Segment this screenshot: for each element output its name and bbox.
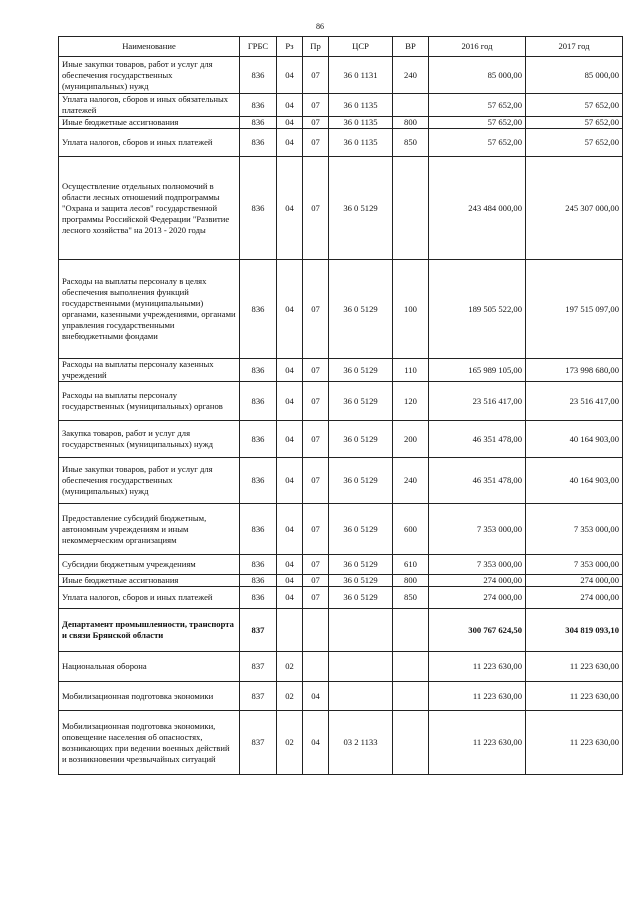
- cell-rz: 04: [277, 421, 303, 458]
- cell-vr: 800: [393, 575, 429, 587]
- cell-rz: 04: [277, 359, 303, 382]
- table-row: [59, 504, 623, 555]
- table-row: [59, 359, 623, 382]
- cell-2017: 11 223 630,00: [526, 652, 623, 682]
- cell-csr: 36 0 5129: [329, 575, 393, 587]
- cell-csr: [329, 652, 393, 682]
- cell-2017: 7 353 000,00: [526, 504, 623, 555]
- cell-pr: 07: [303, 458, 329, 504]
- cell-name: Уплата налогов, сборов и иных обязательных платежей: [59, 94, 240, 117]
- cell-name: Национальная оборона: [59, 652, 240, 682]
- cell-grbs: 837: [240, 652, 277, 682]
- cell-rz: 02: [277, 652, 303, 682]
- cell-csr: 36 0 5129: [329, 260, 393, 359]
- cell-grbs: 836: [240, 359, 277, 382]
- cell-pr: 04: [303, 682, 329, 711]
- col-header-2017: 2017 год: [526, 37, 623, 57]
- table-row: [59, 129, 623, 157]
- cell-2017: 11 223 630,00: [526, 711, 623, 775]
- col-header-name: Наименование: [59, 37, 240, 57]
- cell-grbs: 836: [240, 555, 277, 575]
- cell-rz: 02: [277, 711, 303, 775]
- cell-2017: 23 516 417,00: [526, 382, 623, 421]
- cell-pr: 07: [303, 57, 329, 94]
- table-row: [59, 458, 623, 504]
- cell-2016: 300 767 624,50: [429, 609, 526, 652]
- cell-grbs: 837: [240, 609, 277, 652]
- cell-2016: 85 000,00: [429, 57, 526, 94]
- table-row: [59, 652, 623, 682]
- cell-vr: [393, 711, 429, 775]
- cell-pr: [303, 652, 329, 682]
- cell-name: Закупка товаров, работ и услуг для государственных (муниципальных) нужд: [59, 421, 240, 458]
- cell-vr: 240: [393, 57, 429, 94]
- cell-name: Расходы на выплаты персоналу в целях обеспечения выполнения функций государственными (муниципальными) органами, казенными учреждениями, органами управления государственными внебюджетными фондами: [59, 260, 240, 359]
- cell-name: Департамент промышленности, транспорта и связи Брянской области: [59, 609, 240, 652]
- cell-vr: [393, 609, 429, 652]
- table-row: [59, 57, 623, 94]
- cell-2016: 57 652,00: [429, 129, 526, 157]
- cell-vr: 850: [393, 587, 429, 609]
- col-header-rz: Рз: [277, 37, 303, 57]
- cell-rz: 04: [277, 587, 303, 609]
- cell-rz: 04: [277, 382, 303, 421]
- cell-name: Предоставление субсидий бюджетным, автономным учреждениям и иным некоммерческим организациям: [59, 504, 240, 555]
- cell-csr: 36 0 5129: [329, 587, 393, 609]
- cell-grbs: 837: [240, 711, 277, 775]
- page-number: 86: [316, 22, 324, 31]
- cell-name: Субсидии бюджетным учреждениям: [59, 555, 240, 575]
- cell-2016: 23 516 417,00: [429, 382, 526, 421]
- cell-name: Расходы на выплаты персоналу государственных (муниципальных) органов: [59, 382, 240, 421]
- cell-csr: 36 0 5129: [329, 421, 393, 458]
- cell-2016: 7 353 000,00: [429, 555, 526, 575]
- table-row: [59, 555, 623, 575]
- cell-2017: 40 164 903,00: [526, 458, 623, 504]
- cell-pr: [303, 609, 329, 652]
- cell-grbs: 836: [240, 94, 277, 117]
- cell-name: Иные бюджетные ассигнования: [59, 117, 240, 129]
- cell-rz: 04: [277, 57, 303, 94]
- cell-grbs: 836: [240, 382, 277, 421]
- col-header-pr: Пр: [303, 37, 329, 57]
- cell-csr: 03 2 1133: [329, 711, 393, 775]
- cell-grbs: 836: [240, 157, 277, 260]
- col-header-grbs: ГРБС: [240, 37, 277, 57]
- cell-2017: 245 307 000,00: [526, 157, 623, 260]
- cell-rz: 04: [277, 575, 303, 587]
- cell-2017: 173 998 680,00: [526, 359, 623, 382]
- cell-grbs: 836: [240, 504, 277, 555]
- cell-name: Уплата налогов, сборов и иных платежей: [59, 587, 240, 609]
- cell-rz: [277, 609, 303, 652]
- cell-pr: 07: [303, 575, 329, 587]
- cell-grbs: 836: [240, 260, 277, 359]
- cell-pr: 07: [303, 117, 329, 129]
- col-header-csr: ЦСР: [329, 37, 393, 57]
- cell-grbs: 836: [240, 129, 277, 157]
- cell-pr: 07: [303, 157, 329, 260]
- cell-name: Мобилизационная подготовка экономики, оповещение населения об опасностях, возникающих при ведении военных действий и возникновении чрезвычайных ситуаций: [59, 711, 240, 775]
- cell-pr: 07: [303, 94, 329, 117]
- cell-pr: 07: [303, 359, 329, 382]
- cell-pr: 07: [303, 260, 329, 359]
- cell-pr: 07: [303, 421, 329, 458]
- cell-2016: 189 505 522,00: [429, 260, 526, 359]
- cell-pr: 07: [303, 587, 329, 609]
- cell-2017: 7 353 000,00: [526, 555, 623, 575]
- cell-2017: 197 515 097,00: [526, 260, 623, 359]
- cell-vr: [393, 94, 429, 117]
- cell-grbs: 836: [240, 575, 277, 587]
- cell-pr: 07: [303, 382, 329, 421]
- cell-name: Иные закупки товаров, работ и услуг для обеспечения государственных (муниципальных) нужд: [59, 57, 240, 94]
- cell-name: Мобилизационная подготовка экономики: [59, 682, 240, 711]
- table-row: [59, 421, 623, 458]
- cell-2017: 57 652,00: [526, 129, 623, 157]
- cell-pr: 07: [303, 504, 329, 555]
- table-row: [59, 575, 623, 587]
- cell-vr: 610: [393, 555, 429, 575]
- cell-rz: 04: [277, 94, 303, 117]
- cell-pr: 07: [303, 555, 329, 575]
- cell-csr: 36 0 5129: [329, 382, 393, 421]
- cell-vr: 120: [393, 382, 429, 421]
- cell-2017: 57 652,00: [526, 117, 623, 129]
- cell-pr: 04: [303, 711, 329, 775]
- table-row: [59, 157, 623, 260]
- cell-2017: 304 819 093,10: [526, 609, 623, 652]
- cell-rz: 04: [277, 117, 303, 129]
- cell-vr: [393, 157, 429, 260]
- cell-grbs: 836: [240, 421, 277, 458]
- cell-csr: 36 0 1135: [329, 129, 393, 157]
- cell-2016: 243 484 000,00: [429, 157, 526, 260]
- cell-name: Иные бюджетные ассигнования: [59, 575, 240, 587]
- col-header-vr: ВР: [393, 37, 429, 57]
- cell-grbs: 836: [240, 57, 277, 94]
- cell-csr: 36 0 5129: [329, 555, 393, 575]
- cell-2016: 11 223 630,00: [429, 711, 526, 775]
- cell-2016: 274 000,00: [429, 575, 526, 587]
- cell-2016: 57 652,00: [429, 94, 526, 117]
- budget-table: [58, 36, 623, 775]
- cell-2017: 85 000,00: [526, 57, 623, 94]
- table-row: [59, 711, 623, 775]
- table-row: [59, 682, 623, 711]
- cell-2016: 274 000,00: [429, 587, 526, 609]
- cell-rz: 04: [277, 260, 303, 359]
- cell-rz: 04: [277, 458, 303, 504]
- cell-vr: [393, 682, 429, 711]
- cell-csr: 36 0 5129: [329, 359, 393, 382]
- table-row: [59, 260, 623, 359]
- table-row: [59, 94, 623, 117]
- cell-rz: 02: [277, 682, 303, 711]
- cell-vr: 110: [393, 359, 429, 382]
- cell-csr: [329, 682, 393, 711]
- cell-grbs: 836: [240, 458, 277, 504]
- col-header-2016: 2016 год: [429, 37, 526, 57]
- cell-pr: 07: [303, 129, 329, 157]
- header-row: [59, 37, 623, 57]
- cell-vr: [393, 652, 429, 682]
- cell-2017: 11 223 630,00: [526, 682, 623, 711]
- cell-rz: 04: [277, 129, 303, 157]
- cell-vr: 600: [393, 504, 429, 555]
- cell-vr: 200: [393, 421, 429, 458]
- cell-2016: 165 989 105,00: [429, 359, 526, 382]
- cell-grbs: 836: [240, 587, 277, 609]
- cell-grbs: 836: [240, 117, 277, 129]
- cell-rz: 04: [277, 555, 303, 575]
- cell-2017: 57 652,00: [526, 94, 623, 117]
- cell-name: Расходы на выплаты персоналу казенных учреждений: [59, 359, 240, 382]
- cell-2017: 40 164 903,00: [526, 421, 623, 458]
- cell-2016: 11 223 630,00: [429, 652, 526, 682]
- cell-grbs: 837: [240, 682, 277, 711]
- table-row: [59, 587, 623, 609]
- cell-csr: 36 0 1135: [329, 94, 393, 117]
- cell-csr: [329, 609, 393, 652]
- cell-csr: 36 0 5129: [329, 504, 393, 555]
- cell-rz: 04: [277, 157, 303, 260]
- cell-name: Осуществление отдельных полномочий в области лесных отношений подпрограммы "Охрана и защита лесов" государственной программы Российской Федерации "Развитие лесного хозяйства" на 2013 - 2020 годы: [59, 157, 240, 260]
- cell-vr: 800: [393, 117, 429, 129]
- cell-2016: 46 351 478,00: [429, 458, 526, 504]
- cell-vr: 240: [393, 458, 429, 504]
- cell-2017: 274 000,00: [526, 587, 623, 609]
- cell-vr: 850: [393, 129, 429, 157]
- cell-2016: 57 652,00: [429, 117, 526, 129]
- table-row: [59, 382, 623, 421]
- cell-2016: 11 223 630,00: [429, 682, 526, 711]
- cell-name: Иные закупки товаров, работ и услуг для обеспечения государственных (муниципальных) нужд: [59, 458, 240, 504]
- cell-csr: 36 0 1135: [329, 117, 393, 129]
- cell-2017: 274 000,00: [526, 575, 623, 587]
- cell-vr: 100: [393, 260, 429, 359]
- table-row: [59, 117, 623, 129]
- cell-csr: 36 0 1131: [329, 57, 393, 94]
- cell-rz: 04: [277, 504, 303, 555]
- cell-csr: 36 0 5129: [329, 157, 393, 260]
- table-row: [59, 609, 623, 652]
- cell-name: Уплата налогов, сборов и иных платежей: [59, 129, 240, 157]
- cell-csr: 36 0 5129: [329, 458, 393, 504]
- cell-2016: 7 353 000,00: [429, 504, 526, 555]
- cell-2016: 46 351 478,00: [429, 421, 526, 458]
